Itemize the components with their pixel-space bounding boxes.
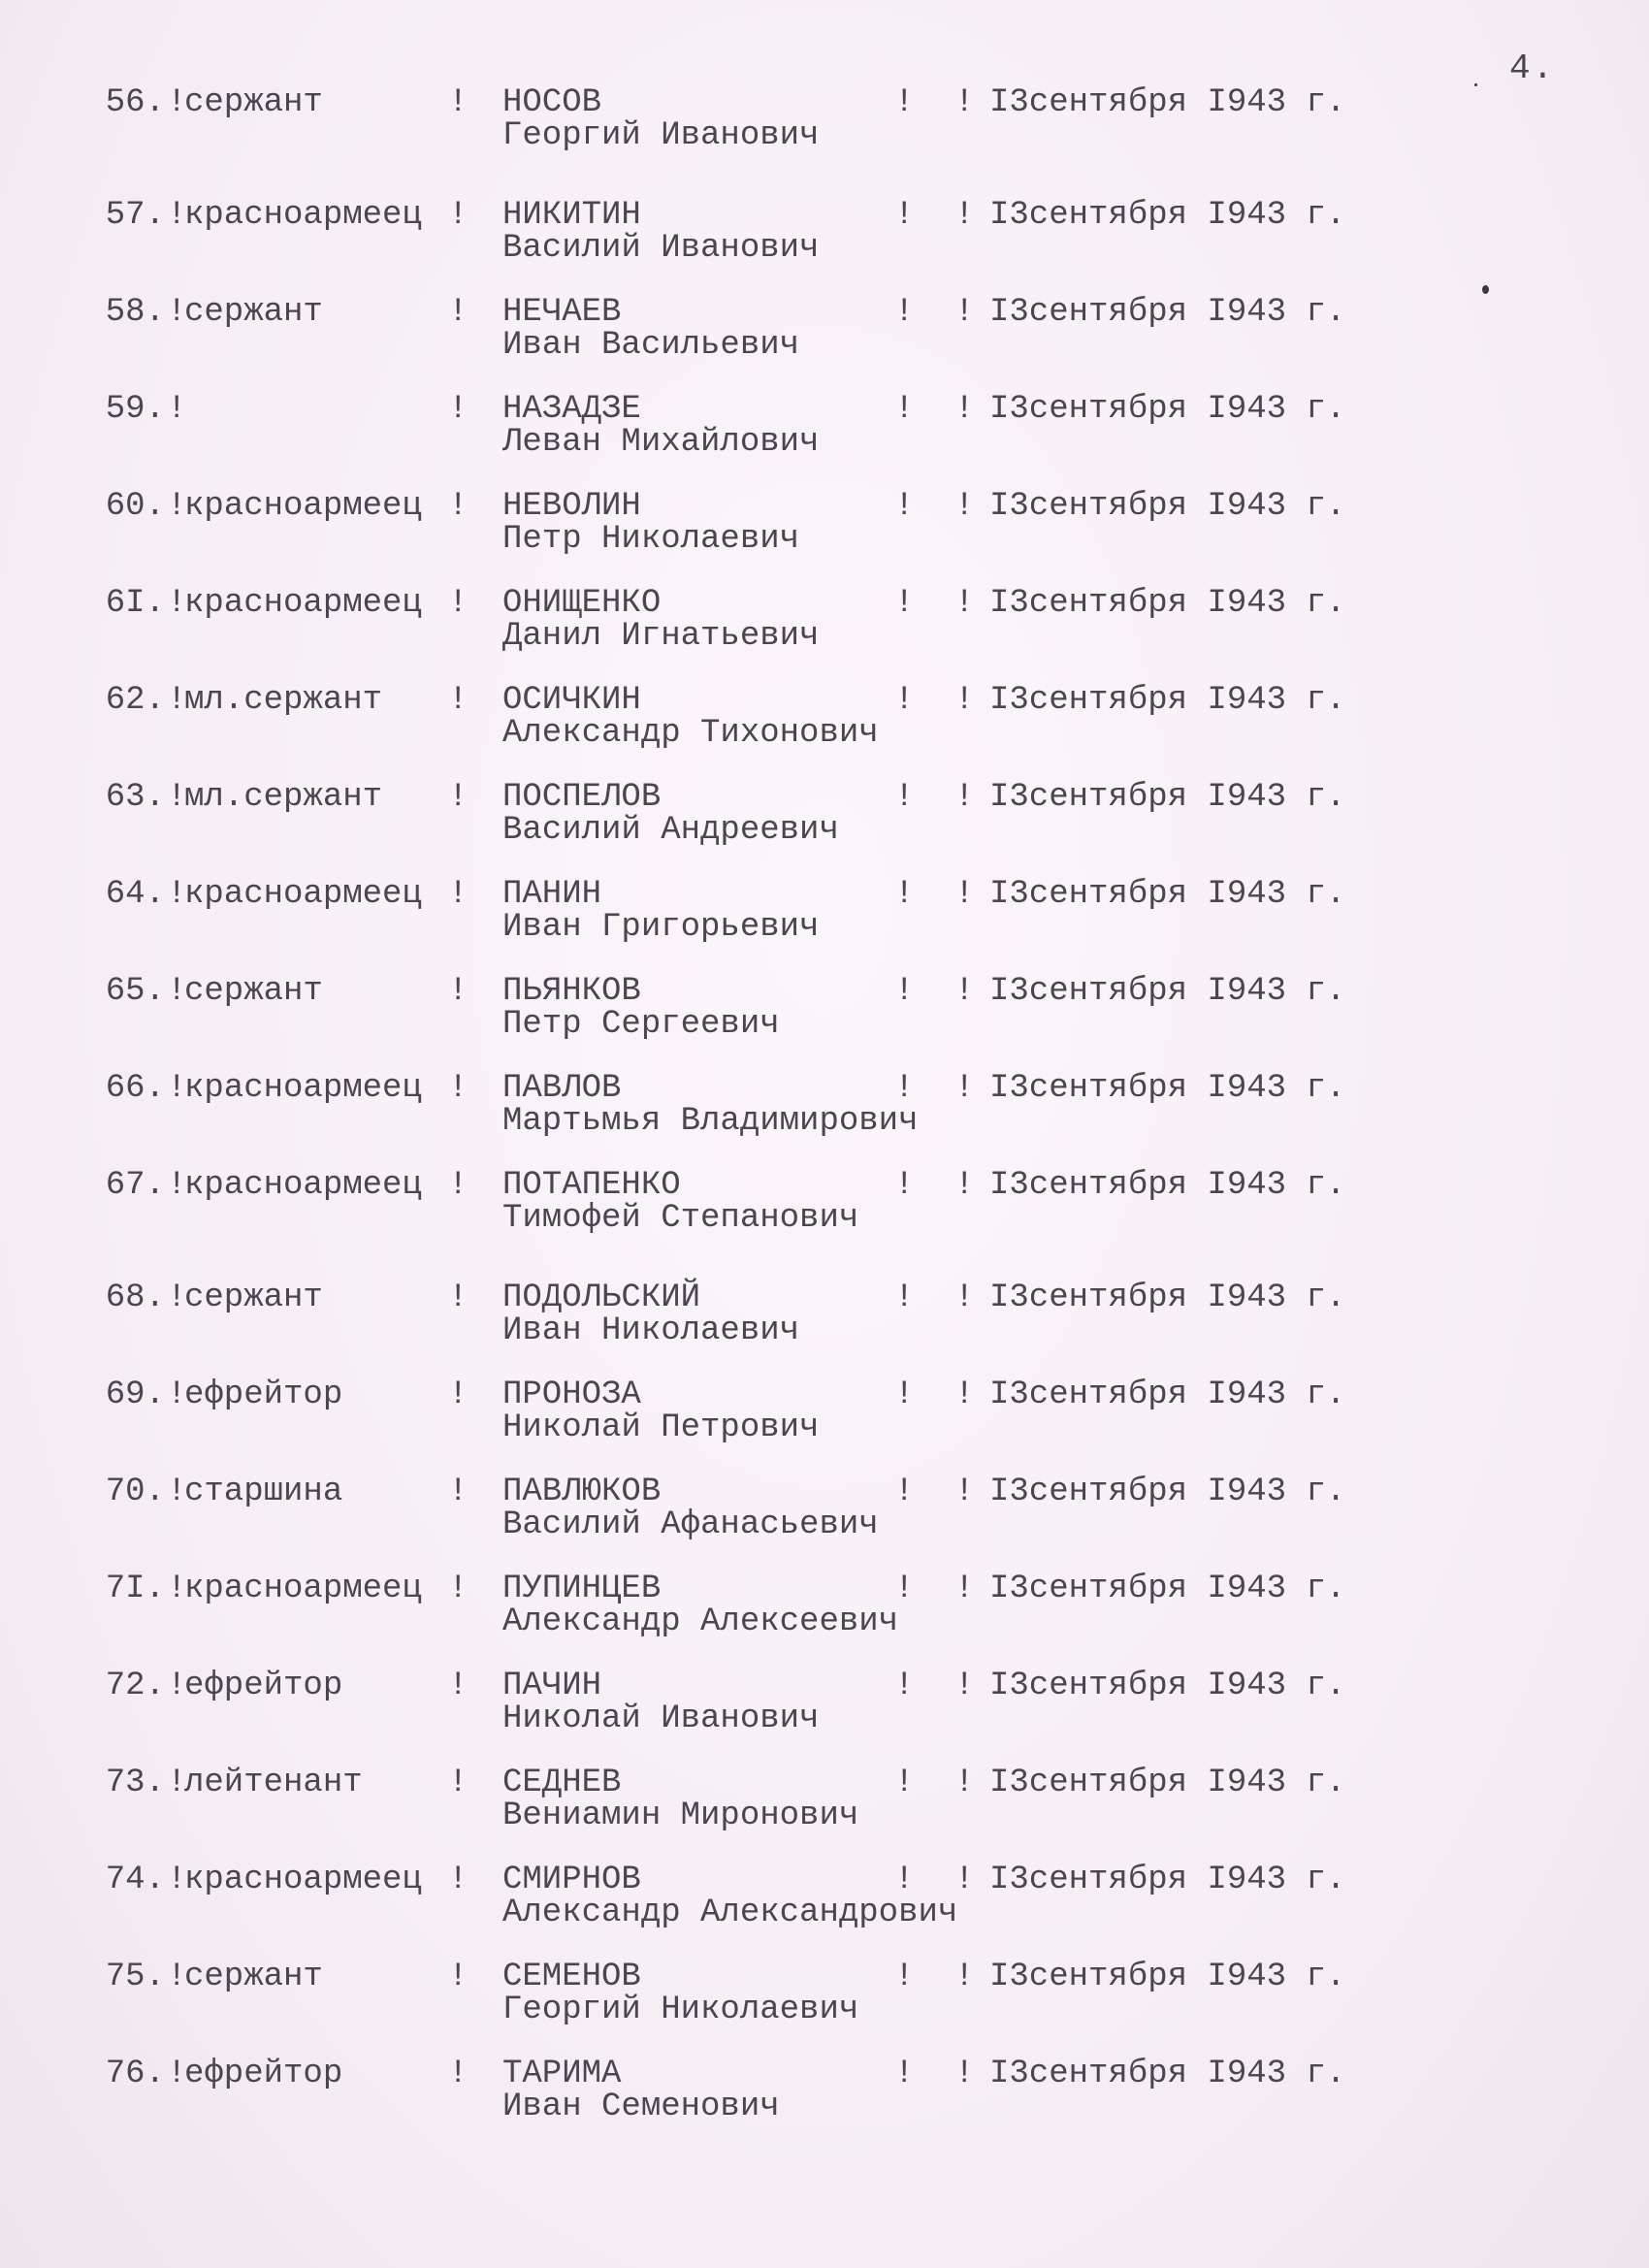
list-item <box>0 1863 1649 1940</box>
surname: ПОСПЕЛОВ <box>502 779 662 816</box>
ink-speck <box>1474 83 1477 86</box>
given-names: Николай Петрович <box>502 1409 820 1446</box>
separator: ! <box>448 1280 469 1316</box>
surname: ПАНИН <box>502 876 602 913</box>
separator: ! <box>954 1668 975 1704</box>
list-item <box>0 780 1649 858</box>
given-names: Георгий Николаевич <box>502 1992 859 2028</box>
row-number: 58. <box>105 294 165 331</box>
separator: ! <box>167 1070 187 1107</box>
surname: ПАВЛОВ <box>502 1070 622 1107</box>
page-number: 4. <box>1509 49 1556 88</box>
list-item <box>0 877 1649 955</box>
row-number: 67. <box>105 1167 165 1204</box>
separator: ! <box>167 1959 187 1995</box>
separator: ! <box>894 197 915 234</box>
list-item <box>0 586 1649 664</box>
surname: СЕДНЕВ <box>502 1765 622 1801</box>
given-names: Александр Александрович <box>502 1895 958 1931</box>
surname: СМИРНОВ <box>502 1862 641 1898</box>
list-item <box>0 974 1649 1052</box>
separator: ! <box>167 585 187 622</box>
list-item <box>0 198 1649 275</box>
surname: НЕВОЛИН <box>502 488 641 525</box>
date: I3сентября I943 г. <box>989 1377 1346 1413</box>
separator: ! <box>894 1571 915 1607</box>
surname: ОСИЧКИН <box>502 682 641 719</box>
surname: ПОДОЛЬСКИЙ <box>502 1280 701 1316</box>
separator: ! <box>167 1765 187 1801</box>
surname: НИКИТИН <box>502 197 641 234</box>
date: I3сентября I943 г. <box>989 391 1346 428</box>
given-names: Леван Михайлович <box>502 424 820 461</box>
date: I3сентября I943 г. <box>989 488 1346 525</box>
separator: ! <box>954 1862 975 1898</box>
date: I3сентября I943 г. <box>989 1765 1346 1801</box>
given-names: Вениамин Миронович <box>502 1798 859 1834</box>
separator: ! <box>954 197 975 234</box>
given-names: Николай Иванович <box>502 1701 820 1737</box>
separator: ! <box>167 779 187 816</box>
separator: ! <box>167 488 187 525</box>
given-names: Мартьмья Владимирович <box>502 1103 919 1140</box>
given-names: Иван Васильевич <box>502 327 800 364</box>
list-item <box>0 1168 1649 1246</box>
row-number: 6I. <box>105 585 165 622</box>
row-number: 63. <box>105 779 165 816</box>
row-number: 56. <box>105 84 165 121</box>
separator: ! <box>894 488 915 525</box>
rank: сержант <box>184 1280 323 1316</box>
separator: ! <box>894 1959 915 1995</box>
row-number: 70. <box>105 1474 165 1510</box>
list-item <box>0 392 1649 470</box>
row-number: 66. <box>105 1070 165 1107</box>
given-names: Александр Алексеевич <box>502 1604 899 1640</box>
separator: ! <box>954 1474 975 1510</box>
separator: ! <box>448 488 469 525</box>
separator: ! <box>448 779 469 816</box>
rank: красноармеец <box>184 1862 422 1898</box>
separator: ! <box>167 1474 187 1510</box>
rank: мл.сержант <box>184 779 383 816</box>
separator: ! <box>167 1167 187 1204</box>
separator: ! <box>894 2056 915 2092</box>
separator: ! <box>448 1959 469 1995</box>
date: I3сентября I943 г. <box>989 197 1346 234</box>
separator: ! <box>894 1377 915 1413</box>
separator: ! <box>167 84 187 121</box>
date: I3сентября I943 г. <box>989 1668 1346 1704</box>
surname: ОНИЩЕНКО <box>502 585 662 622</box>
date: I3сентября I943 г. <box>989 294 1346 331</box>
list-item <box>0 85 1649 163</box>
separator: ! <box>167 876 187 913</box>
rank: сержант <box>184 84 323 121</box>
surname: ПАВЛЮКОВ <box>502 1474 662 1510</box>
date: I3сентября I943 г. <box>989 779 1346 816</box>
separator: ! <box>448 1167 469 1204</box>
separator: ! <box>894 1070 915 1107</box>
separator: ! <box>954 779 975 816</box>
separator: ! <box>954 2056 975 2092</box>
surname: ПОТАПЕНКО <box>502 1167 681 1204</box>
separator: ! <box>954 1571 975 1607</box>
date: I3сентября I943 г. <box>989 84 1346 121</box>
list-item <box>0 1280 1649 1358</box>
separator: ! <box>894 1280 915 1316</box>
date: I3сентября I943 г. <box>989 682 1346 719</box>
given-names: Петр Сергеевич <box>502 1006 780 1043</box>
separator: ! <box>894 1474 915 1510</box>
list-item <box>0 1669 1649 1746</box>
separator: ! <box>894 585 915 622</box>
separator: ! <box>167 1280 187 1316</box>
separator: ! <box>954 1280 975 1316</box>
given-names: Георгий Иванович <box>502 117 820 154</box>
separator: ! <box>954 1377 975 1413</box>
ink-speck <box>1482 285 1489 294</box>
rank: ефрейтор <box>184 2056 343 2092</box>
list-item <box>0 683 1649 761</box>
given-names: Петр Николаевич <box>502 521 800 558</box>
separator: ! <box>894 973 915 1010</box>
separator: ! <box>954 876 975 913</box>
separator: ! <box>167 1377 187 1413</box>
rank: ефрейтор <box>184 1377 343 1413</box>
separator: ! <box>894 84 915 121</box>
rank: красноармеец <box>184 876 422 913</box>
row-number: 7I. <box>105 1571 165 1607</box>
given-names: Данил Игнатьевич <box>502 618 820 655</box>
list-item <box>0 1474 1649 1552</box>
separator: ! <box>167 2056 187 2092</box>
separator: ! <box>954 585 975 622</box>
separator: ! <box>448 585 469 622</box>
separator: ! <box>448 391 469 428</box>
separator: ! <box>894 876 915 913</box>
list-item <box>0 1766 1649 1843</box>
separator: ! <box>954 488 975 525</box>
list-item <box>0 295 1649 373</box>
surname: НОСОВ <box>502 84 602 121</box>
date: I3сентября I943 г. <box>989 1280 1346 1316</box>
separator: ! <box>448 682 469 719</box>
rank: сержант <box>184 294 323 331</box>
rank: ефрейтор <box>184 1668 343 1704</box>
separator: ! <box>954 391 975 428</box>
surname: ПАЧИН <box>502 1668 602 1704</box>
date: I3сентября I943 г. <box>989 585 1346 622</box>
separator: ! <box>448 973 469 1010</box>
separator: ! <box>167 1862 187 1898</box>
given-names: Василий Иванович <box>502 230 820 267</box>
rank: лейтенант <box>184 1765 363 1801</box>
separator: ! <box>954 294 975 331</box>
row-number: 72. <box>105 1668 165 1704</box>
surname: ТАРИМА <box>502 2056 622 2092</box>
separator: ! <box>894 294 915 331</box>
list-item <box>0 1960 1649 2037</box>
row-number: 69. <box>105 1377 165 1413</box>
separator: ! <box>894 779 915 816</box>
rank: красноармеец <box>184 1167 422 1204</box>
given-names: Василий Афанасьевич <box>502 1507 879 1543</box>
date: I3сентября I943 г. <box>989 876 1346 913</box>
row-number: 62. <box>105 682 165 719</box>
separator: ! <box>954 973 975 1010</box>
surname: ПЬЯНКОВ <box>502 973 641 1010</box>
separator: ! <box>954 1959 975 1995</box>
separator: ! <box>167 197 187 234</box>
separator: ! <box>167 391 187 428</box>
separator: ! <box>448 294 469 331</box>
separator: ! <box>448 1377 469 1413</box>
separator: ! <box>954 1765 975 1801</box>
separator: ! <box>448 1765 469 1801</box>
separator: ! <box>894 391 915 428</box>
date: I3сентября I943 г. <box>989 1862 1346 1898</box>
surname: ПРОНОЗА <box>502 1377 641 1413</box>
surname: НАЗАДЗЕ <box>502 391 641 428</box>
row-number: 73. <box>105 1765 165 1801</box>
separator: ! <box>894 1862 915 1898</box>
surname: СЕМЕНОВ <box>502 1959 641 1995</box>
separator: ! <box>894 1765 915 1801</box>
row-number: 57. <box>105 197 165 234</box>
row-number: 76. <box>105 2056 165 2092</box>
given-names: Тимофей Степанович <box>502 1200 859 1237</box>
date: I3сентября I943 г. <box>989 973 1346 1010</box>
separator: ! <box>448 1474 469 1510</box>
rank: красноармеец <box>184 488 422 525</box>
separator: ! <box>167 1668 187 1704</box>
separator: ! <box>448 1668 469 1704</box>
date: I3сентября I943 г. <box>989 1167 1346 1204</box>
separator: ! <box>894 1167 915 1204</box>
row-number: 65. <box>105 973 165 1010</box>
separator: ! <box>448 876 469 913</box>
rank: мл.сержант <box>184 682 383 719</box>
given-names: Василий Андреевич <box>502 812 839 849</box>
list-item <box>0 2057 1649 2134</box>
rank: красноармеец <box>184 197 422 234</box>
separator: ! <box>167 973 187 1010</box>
rank: сержант <box>184 1959 323 1995</box>
date: I3сентября I943 г. <box>989 1959 1346 1995</box>
row-number: 75. <box>105 1959 165 1995</box>
row-number: 64. <box>105 876 165 913</box>
rank: старшина <box>184 1474 343 1510</box>
row-number: 60. <box>105 488 165 525</box>
separator: ! <box>894 1668 915 1704</box>
separator: ! <box>894 682 915 719</box>
rank: красноармеец <box>184 585 422 622</box>
date: I3сентября I943 г. <box>989 1571 1346 1607</box>
list-item <box>0 1071 1649 1149</box>
separator: ! <box>954 1167 975 1204</box>
given-names: Иван Григорьевич <box>502 909 820 946</box>
rank: сержант <box>184 973 323 1010</box>
row-number: 59. <box>105 391 165 428</box>
rank: красноармеец <box>184 1571 422 1607</box>
separator: ! <box>448 1070 469 1107</box>
separator: ! <box>167 1571 187 1607</box>
rank: красноармеец <box>184 1070 422 1107</box>
separator: ! <box>954 84 975 121</box>
list-item <box>0 1571 1649 1649</box>
separator: ! <box>167 682 187 719</box>
date: I3сентября I943 г. <box>989 2056 1346 2092</box>
surname: ПУПИНЦЕВ <box>502 1571 662 1607</box>
separator: ! <box>954 1070 975 1107</box>
given-names: Иван Семенович <box>502 2089 780 2125</box>
separator: ! <box>448 84 469 121</box>
row-number: 74. <box>105 1862 165 1898</box>
surname: НЕЧАЕВ <box>502 294 622 331</box>
separator: ! <box>448 2056 469 2092</box>
separator: ! <box>448 1571 469 1607</box>
separator: ! <box>167 294 187 331</box>
row-number: 68. <box>105 1280 165 1316</box>
separator: ! <box>448 197 469 234</box>
separator: ! <box>448 1862 469 1898</box>
date: I3сентября I943 г. <box>989 1474 1346 1510</box>
given-names: Александр Тихонович <box>502 715 879 752</box>
separator: ! <box>954 682 975 719</box>
given-names: Иван Николаевич <box>502 1312 800 1349</box>
list-item <box>0 489 1649 567</box>
date: I3сентября I943 г. <box>989 1070 1346 1107</box>
list-item <box>0 1377 1649 1455</box>
